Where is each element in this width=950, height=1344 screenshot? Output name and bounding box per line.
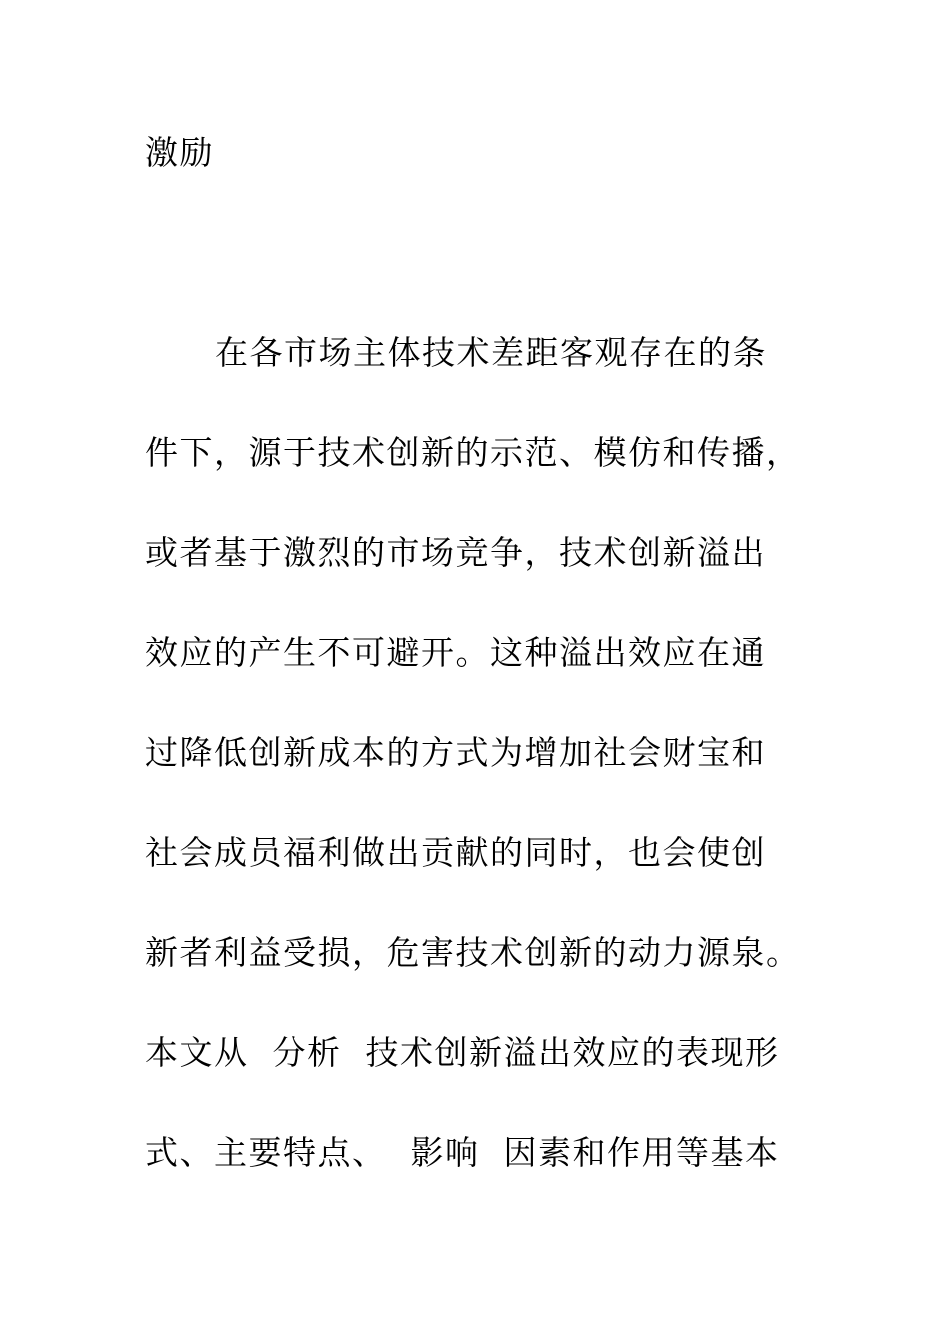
paragraph-line-8: 本文从 分析 技术创新溢出效应的表现形 (145, 1033, 780, 1072)
paragraph-line-4: 效应的产生不可避开。这种溢出效应在通 (145, 633, 766, 672)
paragraph-line-7: 新者利益受损，危害技术创新的动力源泉。 (145, 933, 801, 972)
paragraph-line-6: 社会成员福利做出贡献的同时，也会使创 (145, 833, 766, 872)
paragraph-line-9: 式、主要特点、 影响 因素和作用等基本 (145, 1133, 780, 1172)
paragraph-line-2: 件下，源于技术创新的示范、模仿和传播， (145, 433, 801, 472)
paragraph-line-1: 在各市场主体技术差距客观存在的条 (215, 333, 767, 372)
section-heading: 激励 (145, 133, 214, 172)
paragraph-line-5: 过降低创新成本的方式为增加社会财宝和 (145, 733, 766, 772)
paragraph-line-3: 或者基于激烈的市场竞争，技术创新溢出 (145, 533, 766, 572)
